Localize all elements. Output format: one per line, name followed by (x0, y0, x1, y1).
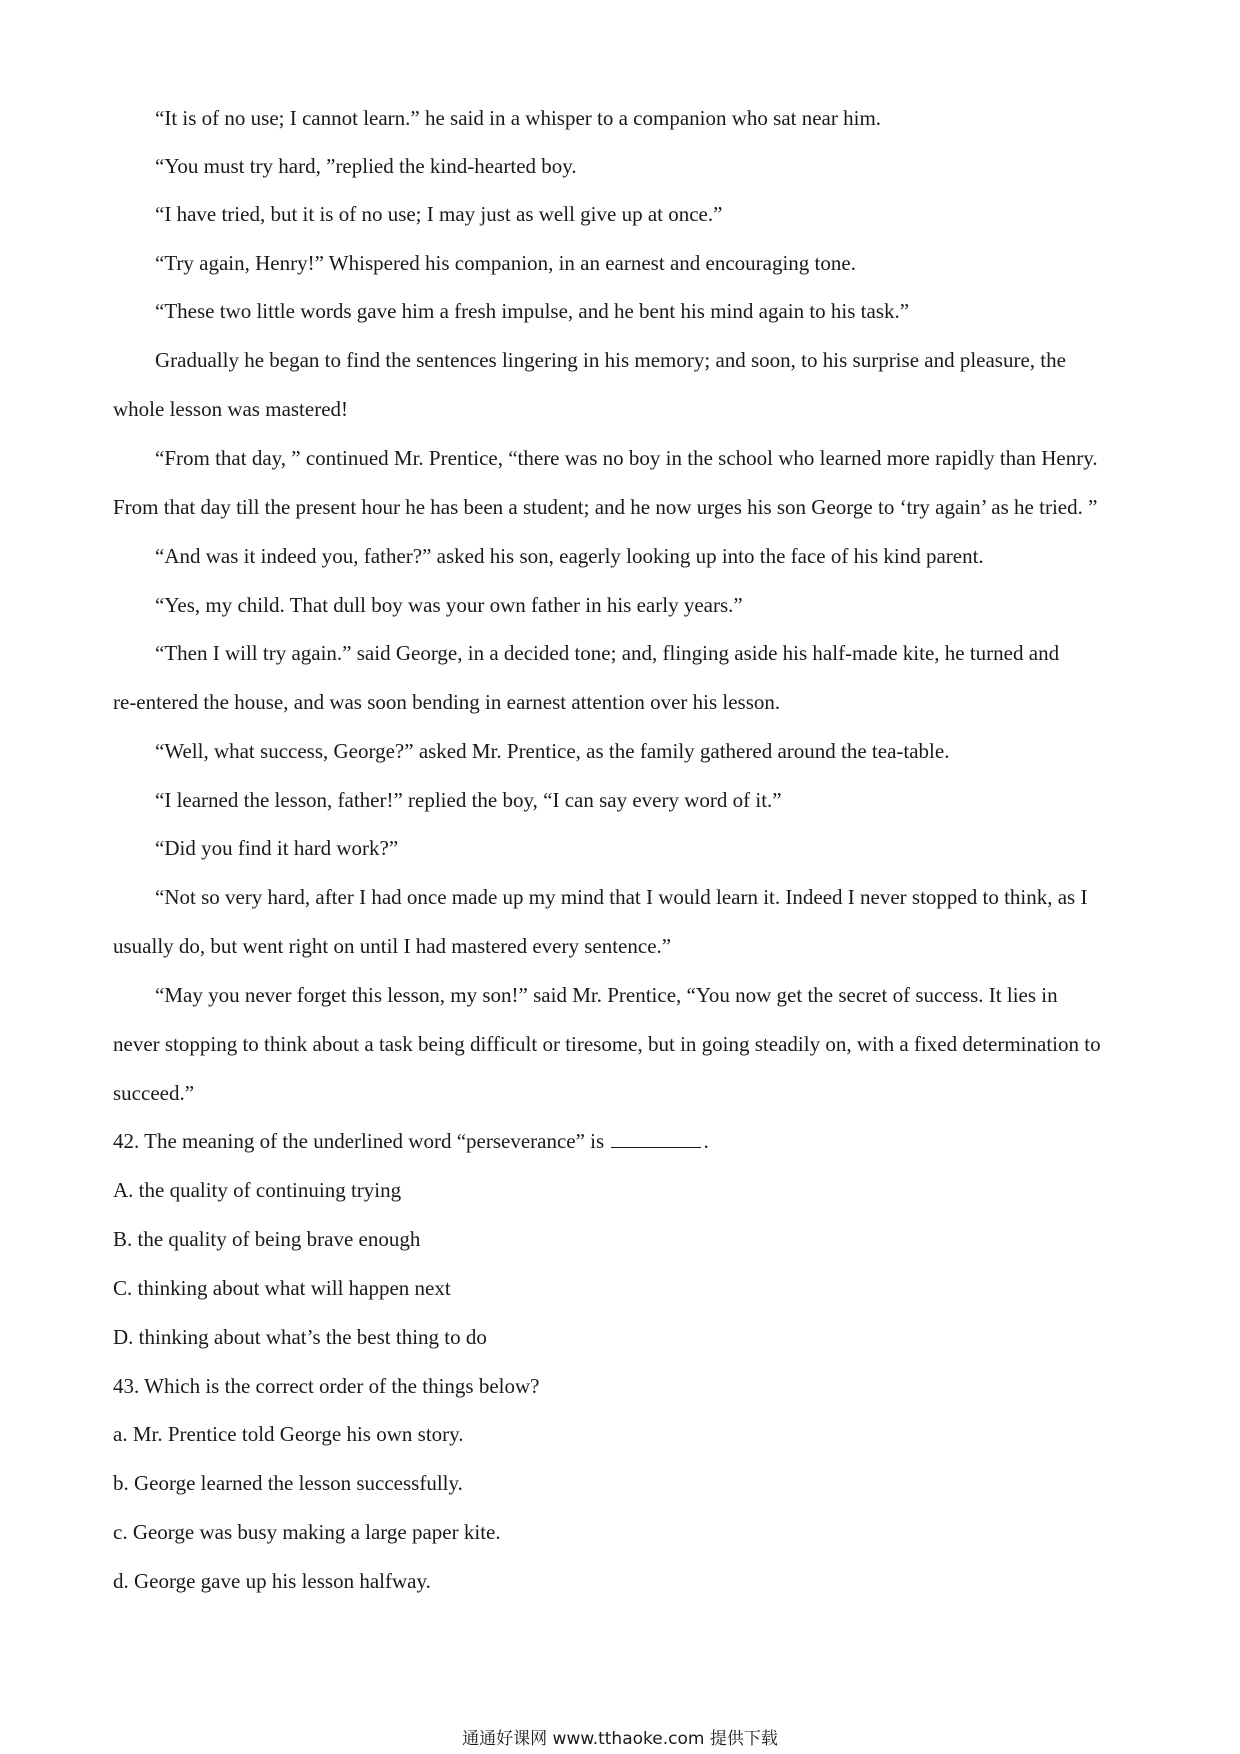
passage-line: “Then I will try again.” said George, in a decided tone; and, flinging aside his half-made kite, he turned and (155, 641, 1060, 665)
question-42-option-b: B. the quality of being brave enough (113, 1227, 421, 1251)
passage-line: re-entered the house, and was soon bending in earnest attention over his lesson. (113, 690, 781, 714)
question-42-stem (113, 1127, 709, 1155)
passage-line: Gradually he began to find the sentences lingering in his memory; and soon, to his surprise and pleasure, the (155, 348, 1066, 372)
passage-line: “From that day, ” continued Mr. Prentice, “there was no boy in the school who learned more rapidly than Henry. (155, 446, 1098, 470)
passage-line: “It is of no use; I cannot learn.” he said in a whisper to a companion who sat near him. (155, 106, 882, 130)
passage-line: “Did you find it hard work?” (155, 836, 399, 860)
question-43-stem: 43. Which is the correct order of the things below? (113, 1374, 540, 1398)
question-42-option-a: A. the quality of continuing trying (113, 1178, 402, 1202)
question-42-option-c: C. thinking about what will happen next (113, 1276, 451, 1300)
passage-line: “I learned the lesson, father!” replied the boy, “I can say every word of it.” (155, 788, 782, 812)
passage-line: never stopping to think about a task being difficult or tiresome, but in going steadily on, with a fixed determination to (113, 1032, 1101, 1056)
question-43-item-c: c. George was busy making a large paper kite. (113, 1520, 501, 1544)
passage-line: “Not so very hard, after I had once made up my mind that I would learn it. Indeed I never stopped to think, as I (155, 885, 1088, 909)
answer-blank (611, 1127, 701, 1148)
question-42-text: 42. The meaning of the underlined word “perseverance” is (113, 1129, 605, 1153)
passage-line: “Yes, my child. That dull boy was your own father in his early years.” (155, 593, 743, 617)
passage-line: whole lesson was mastered! (113, 397, 349, 421)
passage-line: “May you never forget this lesson, my son!” said Mr. Prentice, “You now get the secret of success. It lies in (155, 983, 1058, 1007)
passage-line: “Try again, Henry!” Whispered his companion, in an earnest and encouraging tone. (155, 251, 856, 275)
page-footer: 通通好课网 www.tthaoke.com 提供下载 (462, 1729, 778, 1749)
question-43-item-d: d. George gave up his lesson halfway. (113, 1569, 431, 1593)
passage-line: “I have tried, but it is of no use; I may just as well give up at once.” (155, 202, 723, 226)
passage-line: “Well, what success, George?” asked Mr. Prentice, as the family gathered around the tea-table. (155, 739, 950, 763)
question-43-item-a: a. Mr. Prentice told George his own story. (113, 1422, 464, 1446)
passage-line: usually do, but went right on until I had mastered every sentence.” (113, 934, 672, 958)
passage-line: From that day till the present hour he has been a student; and he now urges his son George to ‘try again’ as he tried. ” (113, 495, 1098, 519)
question-42-period: . (703, 1129, 709, 1153)
question-42-option-d: D. thinking about what’s the best thing to do (113, 1325, 487, 1349)
passage-line: “These two little words gave him a fresh impulse, and he bent his mind again to his task.” (155, 299, 910, 323)
question-43-item-b: b. George learned the lesson successfully. (113, 1471, 463, 1495)
passage-line: “And was it indeed you, father?” asked his son, eagerly looking up into the face of his kind parent. (155, 544, 984, 568)
passage-line: succeed.” (113, 1081, 195, 1105)
passage-line: “You must try hard, ”replied the kind-hearted boy. (155, 154, 577, 178)
